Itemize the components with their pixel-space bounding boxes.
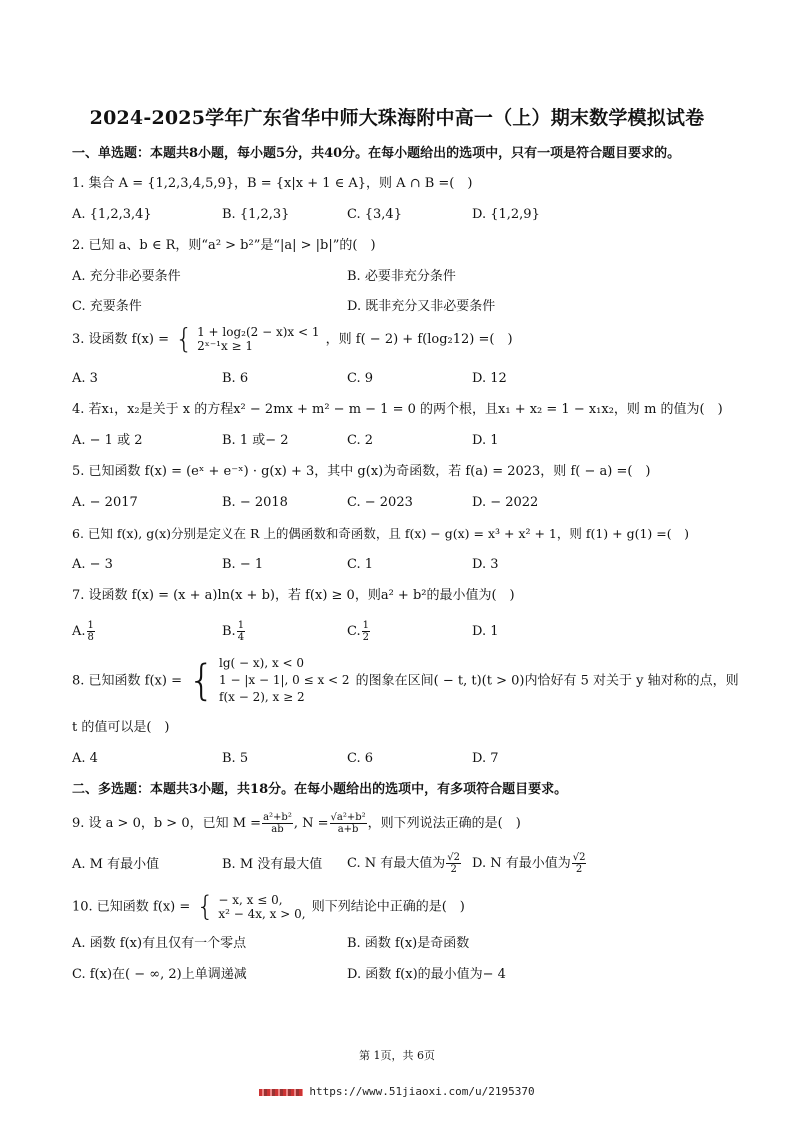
q8-suffix: 的图象在区间( − t, t)(t > 0)内恰好有 5 对关于 y 轴对称的点，则 <box>355 673 739 689</box>
denominator: 2 <box>450 864 457 875</box>
q8-option-a: A. 4 <box>72 751 98 766</box>
q6-option-d: D. 3 <box>472 557 499 572</box>
q9-option-c-label: C. N 有最大值为 <box>347 856 446 871</box>
q6-stem: 6. 已知 f(x), g(x)分别是定义在 R 上的偶函数和奇函数，且 f(x) − g(x) = x³ + x² + 1，则 f(1) + g(1) =( ) <box>72 526 690 541</box>
fraction <box>362 620 370 643</box>
q7-stem: 7. 设函数 f(x) = (x + a)ln(x + b)，若 f(x) ≥ 0，则a² + b²的最小值为( ) <box>72 588 515 603</box>
q2-option-b: B. 必要非充分条件 <box>347 269 456 284</box>
q3-prefix: 3. 设函数 f(x) = <box>72 331 169 347</box>
q8-option-d: D. 7 <box>472 751 499 766</box>
q3-option-a: A. 3 <box>72 371 98 386</box>
q3-option-b: B. 6 <box>222 371 249 386</box>
q10-option-d: D. 函数 f(x)的最小值为− 4 <box>347 967 506 982</box>
q10-suffix: 则下列结论中正确的是( ) <box>311 899 465 915</box>
q8-case-1: lg( − x), x < 0 <box>219 656 305 670</box>
q3-option-d: D. 12 <box>472 371 507 386</box>
denominator: 2 <box>575 864 583 875</box>
denominator: ab <box>271 824 284 835</box>
q1-option-c: C. {3,4} <box>347 207 402 222</box>
q5-option-a: A. − 2017 <box>72 495 138 510</box>
denominator: 8 <box>87 632 94 643</box>
fraction <box>87 620 95 643</box>
q1-option-b: B. {1,2,3} <box>222 207 290 222</box>
q2-option-a: A. 充分非必要条件 <box>72 269 181 284</box>
q4-option-b: B. 1 或− 2 <box>222 433 289 448</box>
q9-option-a: A. M 有最小值 <box>72 857 160 872</box>
fraction-n <box>330 812 367 835</box>
q3-case-2: 2ˣ⁻¹x ≥ 1 <box>197 339 254 353</box>
section1-heading: 一、单选题：本题共8小题，每小题5分，共40分。在每小题给出的选项中，只有一项是符合题目要求的。 <box>72 146 681 161</box>
q5-option-b: B. − 2018 <box>222 495 288 510</box>
numerator: √2 <box>572 852 586 863</box>
q8-case-3: f(x − 2), x ≥ 2 <box>219 690 305 704</box>
fraction-m <box>262 812 293 835</box>
denominator: a+b <box>337 824 359 835</box>
q6-option-a: A. − 3 <box>72 557 113 572</box>
left-brace: { <box>196 889 215 923</box>
q10-piecewise <box>196 889 306 923</box>
q5-option-d: D. − 2022 <box>472 495 539 510</box>
q3-case-1: 1 + log₂(2 − x)x < 1 <box>197 325 320 339</box>
fraction <box>572 852 587 875</box>
q8-option-b: B. 5 <box>222 751 249 766</box>
watermark <box>0 1085 794 1098</box>
q10-prefix: 10. 已知函数 f(x) = <box>72 899 191 915</box>
fraction <box>446 852 461 875</box>
q9-suffix: ，则下列说法正确的是( ) <box>367 816 521 831</box>
numerator: 1 <box>87 620 94 631</box>
q6-option-b: B. − 1 <box>222 557 264 572</box>
denominator: 2 <box>362 632 369 643</box>
watermark-url[interactable]: https://www.51jiaoxi.com/u/2195370 <box>309 1085 535 1098</box>
exam-title: 2024-2025学年广东省华中师大珠海附中高一（上）期末数学模拟试卷 <box>89 107 705 129</box>
q7-option-a <box>72 620 96 643</box>
q4-stem: 4. 若x₁，x₂是关于 x 的方程x² − 2mx + m² − m − 1 = 0 的两个根，且x₁ + x₂ = 1 − x₁x₂，则 m 的值为( ) <box>72 402 723 417</box>
q10-case-2: x² − 4x, x > 0, <box>218 906 306 921</box>
q5-option-c: C. − 2023 <box>347 495 413 510</box>
q4-option-a: A. − 1 或 2 <box>72 433 143 448</box>
q7-option-a-label: A. <box>72 624 86 639</box>
q9-mid: , N = <box>293 816 329 831</box>
q10-option-b: B. 函数 f(x)是奇函数 <box>347 936 470 951</box>
q1-stem: 1. 集合 A = {1,2,3,4,5,9}，B = {x|x + 1 ∈ A}，则 A ∩ B =( ) <box>72 176 473 191</box>
q7-option-c-label: C. <box>347 624 361 639</box>
numerator: √a²+b² <box>330 812 366 823</box>
q2-stem: 2. 已知 a、b ∈ R，则“a² > b²”是“|a| > |b|”的( ) <box>72 238 376 253</box>
numerator: √2 <box>447 852 460 863</box>
q7-option-d: D. 1 <box>472 624 499 639</box>
q8-stem-line2: t 的值可以是( ) <box>72 720 170 735</box>
q7-option-b-label: B. <box>222 624 236 639</box>
q4-option-d: D. 1 <box>472 433 499 448</box>
q9-stem <box>72 812 521 836</box>
q1-option-d: D. {1,2,9} <box>472 207 540 222</box>
fraction <box>237 620 245 643</box>
q10-option-c: C. f(x)在( − ∞, 2)上单调递减 <box>72 967 247 982</box>
q7-option-c <box>347 620 371 643</box>
numerator: 1 <box>362 620 369 631</box>
q9-option-b: B. M 没有最大值 <box>222 857 323 872</box>
q8-case-2: 1 − |x − 1|, 0 ≤ x < 2 <box>219 673 350 687</box>
q3-piecewise <box>175 322 320 355</box>
numerator: 1 <box>237 620 245 631</box>
numerator: a²+b² <box>263 812 292 823</box>
denominator: 4 <box>237 632 245 643</box>
q9-option-d-label: D. N 有最小值为 <box>472 856 571 871</box>
q8-stem <box>72 652 739 711</box>
q4-option-c: C. 2 <box>347 433 374 448</box>
q9-option-d <box>472 852 587 876</box>
q8-prefix: 8. 已知函数 f(x) = <box>72 673 182 689</box>
q9-option-c <box>347 852 462 876</box>
q3-option-c: C. 9 <box>347 371 374 386</box>
q3-suffix: ，则 f( − 2) + f(log₂12) =( ) <box>325 331 513 347</box>
q3-stem <box>72 322 513 355</box>
q10-case-1: − x, x ≤ 0, <box>218 892 283 907</box>
q8-option-c: C. 6 <box>347 751 374 766</box>
q2-option-c: C. 充要条件 <box>72 299 142 314</box>
q6-option-c: C. 1 <box>347 557 374 572</box>
q10-option-a: A. 函数 f(x)有且仅有一个零点 <box>72 936 247 951</box>
q10-stem <box>72 889 465 923</box>
q7-option-b <box>222 620 246 643</box>
left-brace: { <box>188 655 215 705</box>
page-footer: 第 1页，共 6页 <box>359 1049 435 1062</box>
left-brace: { <box>175 322 193 355</box>
q5-stem: 5. 已知函数 f(x) = (eˣ + e⁻ˣ) · g(x) + 3，其中 g(x)为奇函数，若 f(a) = 2023，则 f( − a) =( ) <box>72 464 651 479</box>
section2-heading: 二、多选题：本题共3小题，共18分。在每小题给出的选项中，有多项符合题目要求。 <box>72 782 568 797</box>
q9-prefix: 9. 设 a > 0，b > 0，已知 M = <box>72 816 262 831</box>
q1-option-a: A. {1,2,3,4} <box>72 207 152 222</box>
q8-piecewise <box>188 652 349 710</box>
watermark-logo-icon <box>259 1089 303 1096</box>
q2-option-d: D. 既非充分又非必要条件 <box>347 299 496 314</box>
